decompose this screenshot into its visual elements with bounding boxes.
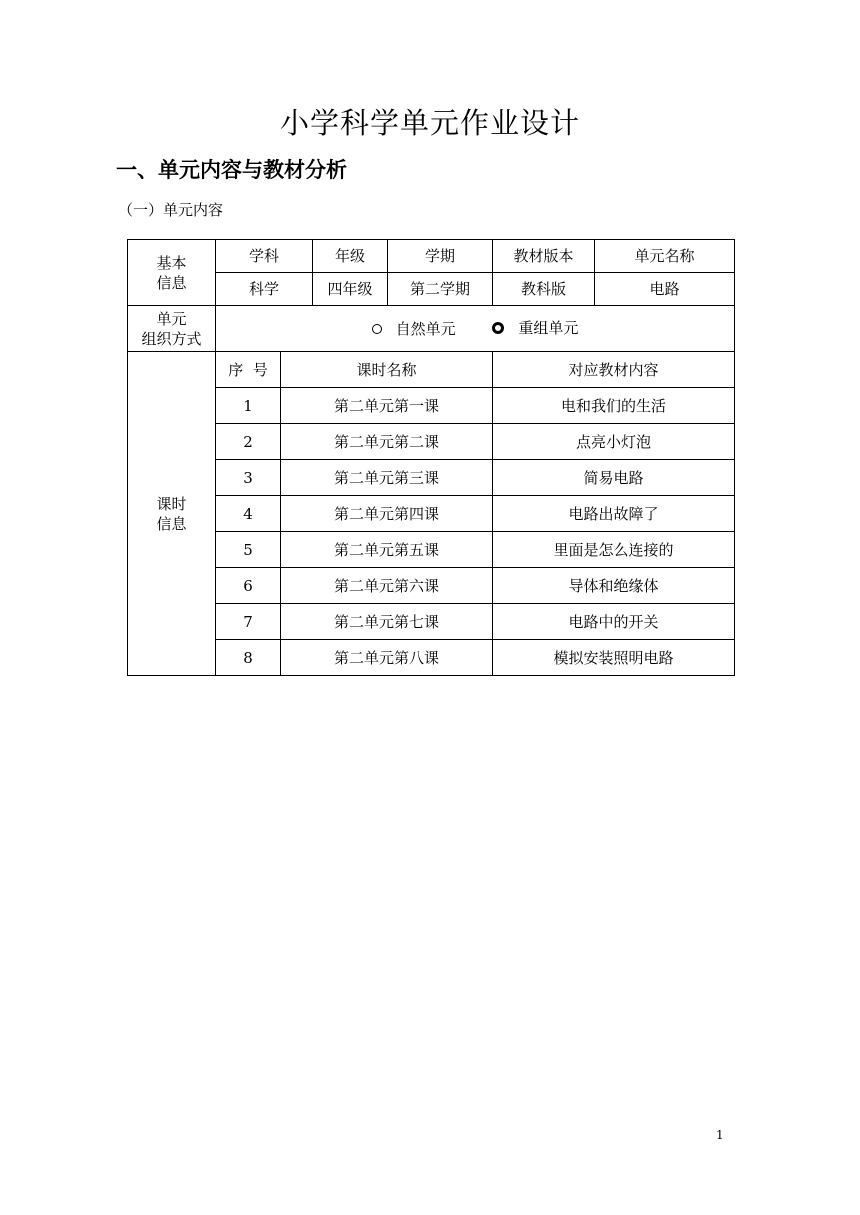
lesson-content: 模拟安装照明电路 xyxy=(493,640,735,676)
table-row xyxy=(128,424,735,460)
lesson-name: 第二单元第三课 xyxy=(281,460,493,496)
lesson-name: 第二单元第七课 xyxy=(281,604,493,640)
value-textbook-version: 教科版 xyxy=(493,273,595,306)
lesson-no: 6 xyxy=(216,568,281,604)
document-title: 小学科学单元作业设计 xyxy=(279,106,580,140)
radio-unselected-icon xyxy=(372,324,382,334)
lesson-name: 第二单元第一课 xyxy=(281,388,493,424)
table-row xyxy=(128,460,735,496)
header-textbook-version: 教材版本 xyxy=(493,240,595,273)
organization-options xyxy=(216,306,735,352)
header-lesson-no: 序 号 xyxy=(216,352,281,388)
table-row xyxy=(128,640,735,676)
unit-content-table xyxy=(127,239,735,676)
table-row xyxy=(128,388,735,424)
table-row xyxy=(128,568,735,604)
option-regrouped-unit-label: 重组单元 xyxy=(518,319,579,337)
lesson-content: 导体和绝缘体 xyxy=(493,568,735,604)
lesson-no: 1 xyxy=(216,388,281,424)
lesson-name: 第二单元第二课 xyxy=(281,424,493,460)
header-subject: 学科 xyxy=(216,240,313,273)
header-grade: 年级 xyxy=(313,240,388,273)
option-natural-unit-label: 自然单元 xyxy=(395,320,456,338)
table-row xyxy=(128,604,735,640)
header-unit-name: 单元名称 xyxy=(595,240,735,273)
lesson-name: 第二单元第六课 xyxy=(281,568,493,604)
value-grade: 四年级 xyxy=(313,273,388,306)
lesson-name: 第二单元第五课 xyxy=(281,532,493,568)
lesson-content: 电和我们的生活 xyxy=(493,388,735,424)
table-row xyxy=(128,532,735,568)
section-heading: 一、单元内容与教材分析 xyxy=(116,158,347,182)
lesson-no: 3 xyxy=(216,460,281,496)
value-semester: 第二学期 xyxy=(388,273,493,306)
organization-label: 单元 组织方式 xyxy=(128,306,216,352)
header-lesson-name: 课时名称 xyxy=(281,352,493,388)
lesson-content: 简易电路 xyxy=(493,460,735,496)
lesson-no: 5 xyxy=(216,532,281,568)
value-subject: 科学 xyxy=(216,273,313,306)
subsection-heading: （一）单元内容 xyxy=(118,201,224,219)
option-regrouped-unit[interactable] xyxy=(492,318,578,338)
lesson-content: 电路出故障了 xyxy=(493,496,735,532)
radio-selected-icon xyxy=(492,322,504,334)
value-unit-name: 电路 xyxy=(595,273,735,306)
lesson-no: 7 xyxy=(216,604,281,640)
header-lesson-content: 对应教材内容 xyxy=(493,352,735,388)
lesson-no: 4 xyxy=(216,496,281,532)
lesson-content: 点亮小灯泡 xyxy=(493,424,735,460)
basic-info-label: 基本 信息 xyxy=(128,240,216,306)
page-number: 1 xyxy=(716,1128,724,1142)
table-row xyxy=(128,496,735,532)
lesson-content: 里面是怎么连接的 xyxy=(493,532,735,568)
lesson-name: 第二单元第八课 xyxy=(281,640,493,676)
lesson-info-label: 课时 信息 xyxy=(128,352,216,676)
lesson-content: 电路中的开关 xyxy=(493,604,735,640)
option-natural-unit[interactable] xyxy=(372,319,456,339)
header-semester: 学期 xyxy=(388,240,493,273)
lesson-name: 第二单元第四课 xyxy=(281,496,493,532)
lesson-no: 8 xyxy=(216,640,281,676)
lesson-no: 2 xyxy=(216,424,281,460)
